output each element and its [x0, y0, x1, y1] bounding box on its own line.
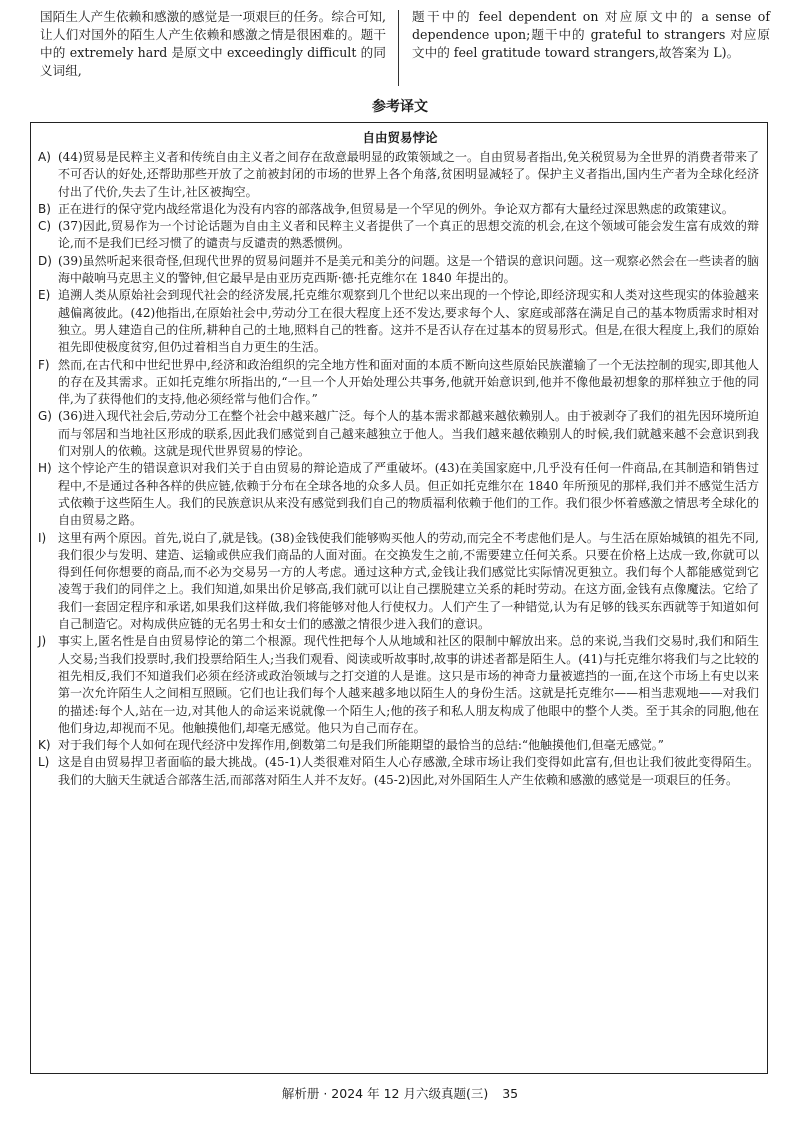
paragraph-label: K) [38, 738, 51, 753]
paragraph-label: C) [38, 219, 52, 234]
paragraph-text: (37)因此,贸易作为一个讨论话题为自由主义者和民粹主义者提供了一个真正的思想交流的机会,在这个领域可能会发生富有成效的辩论,而不是我们已经习惯了的谴责与反谴责的熟悉惯例。 [58, 219, 759, 251]
paragraph-label: H) [38, 461, 52, 476]
section-heading: 参考译文 [372, 99, 428, 115]
paragraph-a [38, 149, 759, 201]
paragraph-text: 对于我们每个人如何在现代经济中发挥作用,倒数第二句是我们所能期望的最恰当的总结:“他触摸他们,但毫无感觉。” [58, 738, 664, 753]
paragraph-text: (39)虽然听起来很奇怪,但现代世界的贸易问题并不是美元和美分的问题。这是一个错误的意识问题。这一观察必然会在一些读者的脑海中敲响马克思主义的警钟,但它最早是由亚历克西斯·德·托克维尔在 1840 年提出的。 [58, 253, 759, 286]
paragraph-l [38, 754, 759, 789]
paragraph-b [38, 201, 759, 218]
paragraph-label: B) [38, 201, 51, 216]
paragraph-text: 这个悖论产生的错误意识对我们关于自由贸易的辩论造成了严重破坏。(43)在美国家庭中,几乎没有任何一件商品,在其制造和销售过程中,不是通过各种各样的供应链,依赖于分布在全球各地的众多人员。但正如托克维尔在 1840 年所预见的那样,我们并不感觉生活方式依赖于这些陌生人。我们的民族意识从来没有感觉到我们自己的物质福利依赖于他们的工作。我们很少怀着感激之情思考全球化的自由贸易之路。 [58, 461, 759, 528]
paragraph-d [38, 253, 759, 288]
page-footer [0, 1084, 800, 1102]
paragraph-e [38, 287, 759, 356]
paragraph-label: A) [38, 150, 51, 164]
translation-content [38, 149, 759, 789]
paragraph-label: J) [38, 634, 47, 649]
previous-answer-explanation [40, 8, 770, 88]
paragraph-text: 事实上,匿名性是自由贸易悖论的第二个根源。现代性把每个人从地域和社区的限制中解放出来。总的来说,当我们交易时,我们和陌生人交易;当我们投票时,我们投票给陌生人;当我们观看、阅读或听故事时,故事的讲述者都是陌生人。(41)与托克维尔将我们与之比较的祖先相反,我们不知道我们必须在经济或政治领域与之打交道的人是谁。这只是市场的神奇力量被遮挡的一面,在这个市场上有史以来第一次允许陌生人之间相互照顾。它们也让我们每个人越来越多地以陌生人的身份生活。这就是托克维尔——相当悲观地——对我们的描述:每个人,站在一边,对其他人的命运来说就像一个陌生人;他的孩子和私人朋友构成了他眼中的整个人类。至于其余的同胞,他在他们身边,却视而不见。他触摸他们,却毫无感觉。他只为自己而存在。 [58, 634, 759, 735]
paragraph-f [38, 357, 759, 409]
footer-book-title: 解析册 · 2024 年 12 月六级真题(三) [281, 1086, 489, 1101]
paragraph-g [38, 408, 759, 460]
paragraph-text: (36)进入现代社会后,劳动分工在整个社会中越来越广泛。每个人的基本需求都越来越依赖别人。由于被剥夺了我们的祖先因环境所迫而与邻居和当地社区形成的联系,因此我们感觉到自己越来越独立于他人。当我们越来越依赖别人的时候,我们就越来越不会意识到我们对别人的依赖。这就是现代世界贸易的悖论。 [58, 409, 759, 459]
paragraph-text: 这是自由贸易捍卫者面临的最大挑战。(45-1)人类很难对陌生人心存感激,全球市场让我们变得如此富有,但也让我们彼此变得陌生。我们的大脑天生就适合部落生活,而部落对陌生人并不友好。(45-2)因此,对外国陌生人产生依赖和感激的感觉是一项艰巨的任务。 [58, 755, 759, 787]
explanation-left-column: 国陌生人产生依赖和感激的感觉是一项艰巨的任务。综合可知,让人们对国外的陌生人产生依赖和感激之情是很困难的。题干中的 extremely hard 是原文中 exceedingly difficult 的同义词组, [40, 9, 386, 78]
paragraph-label: F) [38, 357, 50, 372]
page-number: 35 [502, 1086, 519, 1101]
paragraph-text: (44)贸易是民粹主义者和传统自由主义者之间存在敌意最明显的政策领域之一。自由贸易者指出,免关税贸易为全世界的消费者带来了不可否认的好处,还帮助那些开放了之前被封闭的市场的世界上各个角落,贫困明显减轻了。保护主义者指出,国内生产者为全球化经济付出了代价,失去了生计,社区被掏空。 [58, 150, 759, 199]
paragraph-h [38, 460, 759, 529]
paragraph-i [38, 530, 759, 634]
paragraph-text: 追溯人类从原始社会到现代社会的经济发展,托克维尔观察到几个世纪以来出现的一个悖论,即经济现实和人类对这些现实的体验越来越偏离彼此。(42)他指出,在原始社会中,劳动分工在很大程度上还不发达,要求每个人、家庭或部落在满足自己的基本物质需求时相对独立。男人建造自己的住所,耕种自己的土地,照料自己的牲畜。这并不是否认存在过基本的贸易形式。但是,在很大程度上,我们的原始祖先即使极度贫穷,但仍过着相当自力更生的生活。 [58, 288, 759, 355]
paragraph-label: I) [38, 530, 47, 545]
paragraph-c [38, 218, 759, 253]
article-title: 自由贸易悖论 [362, 130, 438, 145]
paragraph-label: L) [38, 755, 50, 770]
paragraph-k [38, 737, 759, 754]
paragraph-label: G) [38, 409, 52, 424]
column-divider [398, 10, 399, 86]
paragraph-text: 正在进行的保守党内战经常退化为没有内容的部落战争,但贸易是一个罕见的例外。争论双方都有大量经过深思熟虑的政策建议。 [58, 201, 734, 216]
explanation-right-column: 题干中的 feel dependent on 对应原文中的 a sense of dependence upon;题干中的 grateful to strangers 对应原文中的 feel gratitude toward strangers,故答案为 L)。 [412, 9, 770, 60]
paragraph-label: D) [38, 253, 52, 268]
paragraph-text: 这里有两个原因。首先,说白了,就是钱。(38)金钱使我们能够购买他人的劳动,而完全不考虑他们是人。与生活在原始城镇的祖先不同,我们很少与发明、建造、运输或供应我们商品的人面对面。在交换发生之前,不需要建立任何关系。只要在价格上达成一致,你就可以得到任何你想要的商品,而不必为交易另一方的人考虑。通过这种方式,金钱让我们感觉比实际情况更独立。我们每个人都能感觉到它凌驾于我们的同伴之上。我们知道,如果出价足够高,我们就可以让自己摆脱建立关系的耗时劳动。在这方面,金钱有点像魔法。它给了我们一套固定程序和承诺,如果我们这样做,我们将能够对他人行使权力。人们产生了一种错觉,认为有足够的钱买东西就等于知道如何自己制造它。对构成供应链的无名男士和女士们的感激之情很少进入我们的意识。 [58, 530, 759, 632]
paragraph-text: 然而,在古代和中世纪世界中,经济和政治组织的完全地方性和面对面的本质不断向这些原始民族灌输了一个无法控制的现实,即其他人的存在及其需求。正如托克维尔所指出的,“一旦一个人开始处理公共事务,他就开始意识到,他并不像他最初想象的那样独立于他的同伴,为了获得他们的支持,他必须经常与他们合作。” [58, 357, 759, 407]
paragraph-j [38, 633, 759, 737]
paragraph-label: E) [38, 288, 51, 303]
